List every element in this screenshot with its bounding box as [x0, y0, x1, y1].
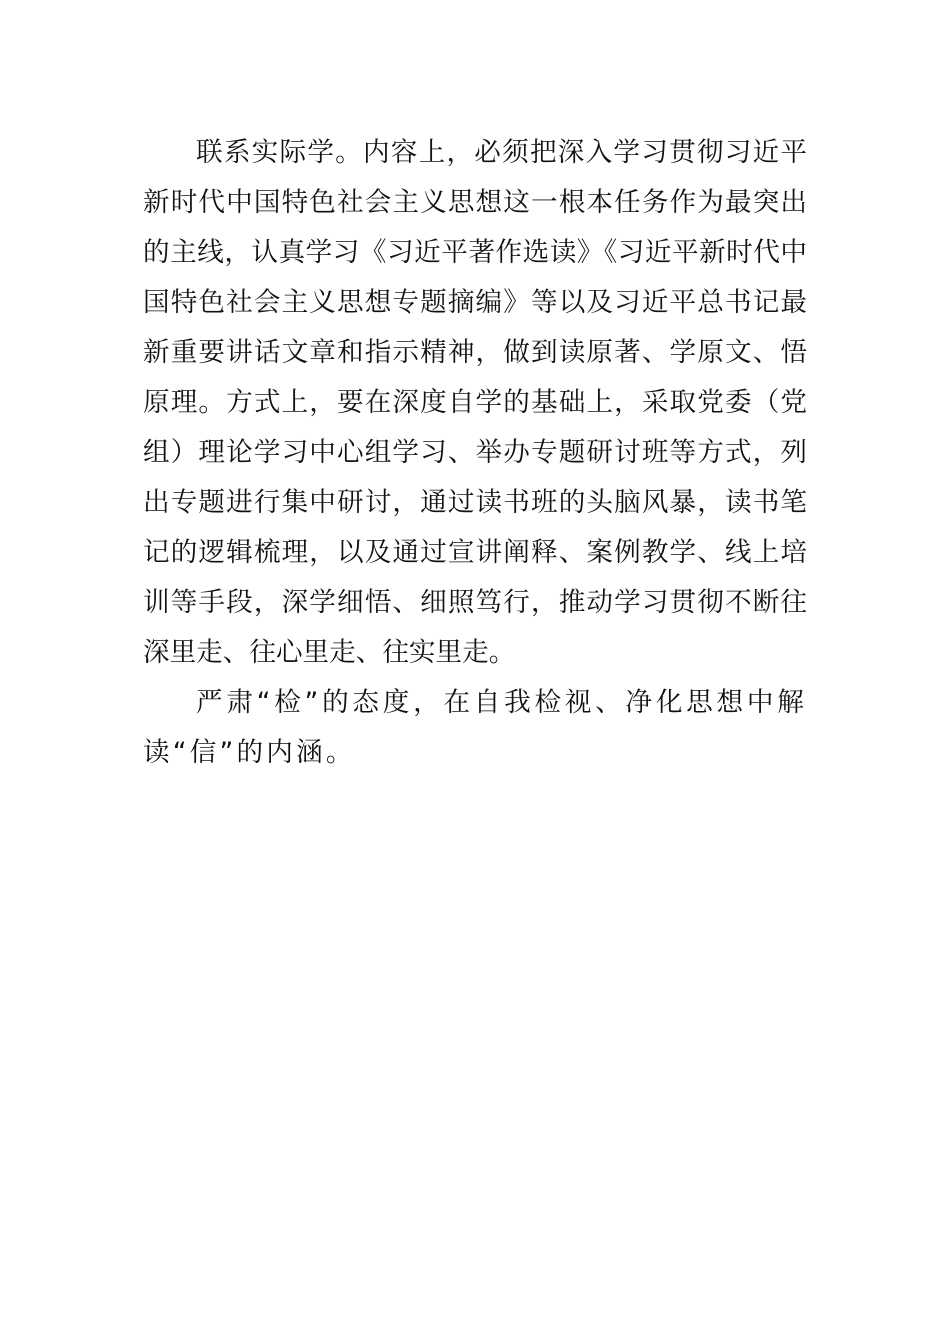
paragraph-heading-self-examination: 严肃“检”的态度，在自我检视、净化思想中解读“信”的内涵。	[143, 687, 807, 768]
paragraph-study-methods: 联系实际学。内容上，必须把深入学习贯彻习近平新时代中国特色社会主义思想这一根本任务作为最突出的主线，认真学习《习近平著作选读》《习近平新时代中国特色社会主义思想专题摘编》等以及习近平总书记最新重要讲话文章和指示精神，做到读原著、学原文、悟原理。方式上，要在深度自学的基础上，采取党委（党组）理论学习中心组学习、举办专题研讨班等方式，列出专题进行集中研讨，通过读书班的头脑风暴，读书笔记的逻辑梳理，以及通过宣讲阐释、案例教学、线上培训等手段，深学细悟、细照笃行，推动学习贯彻不断往深里走、往心里走、往实里走。	[143, 137, 807, 668]
document-body	[143, 128, 807, 778]
